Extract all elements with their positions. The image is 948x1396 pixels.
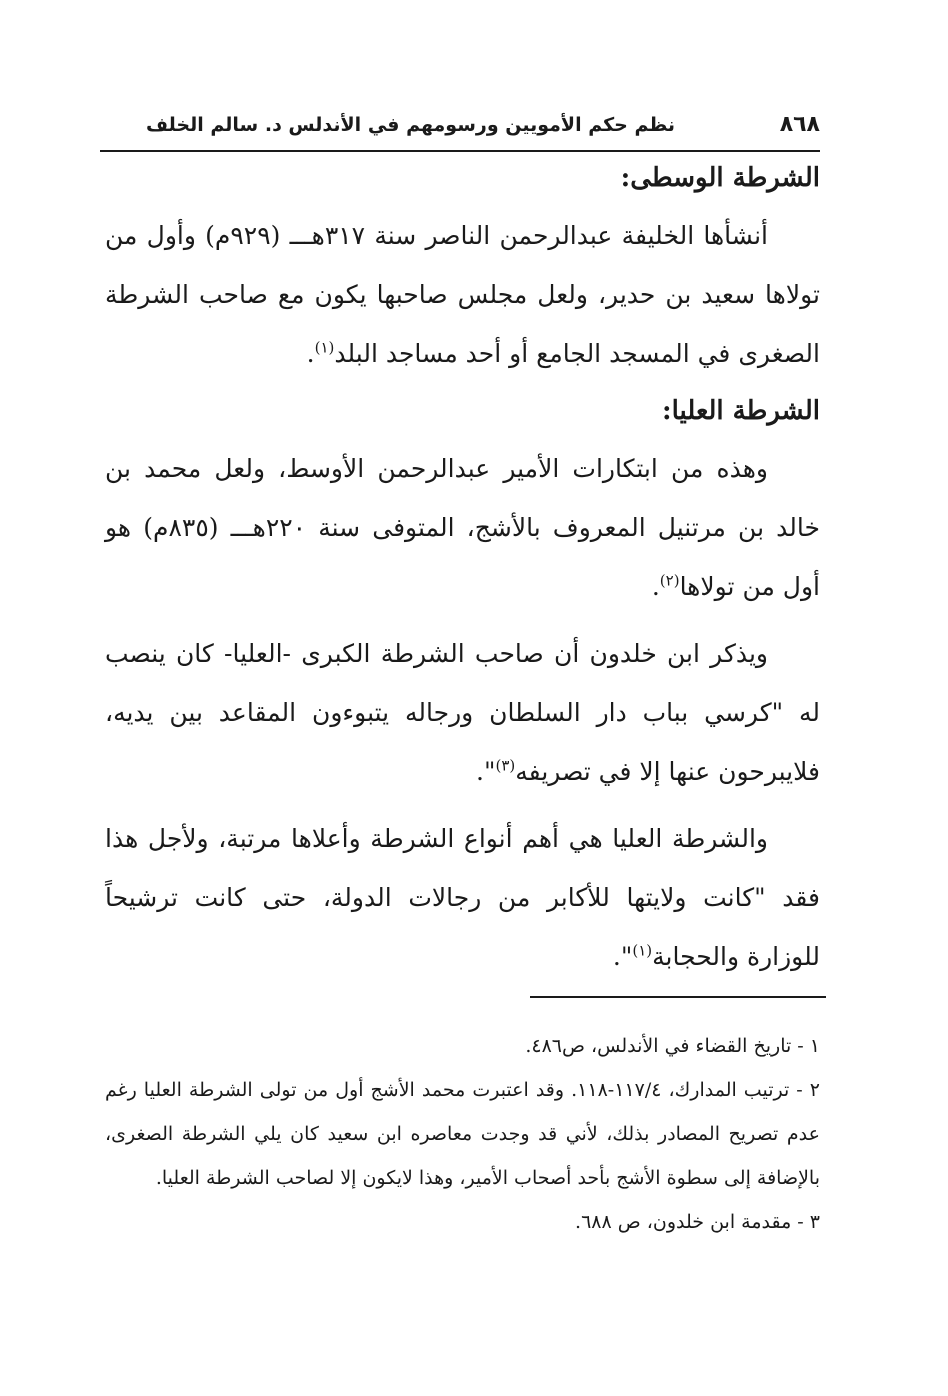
running-title: نظم حكم الأمويين ورسومهم في الأندلس د. سالم الخلف bbox=[146, 114, 675, 136]
footnote-marker: (١) bbox=[314, 338, 335, 357]
footnote-marker: (١) bbox=[632, 941, 653, 960]
paragraph-tail: . bbox=[306, 339, 315, 368]
section-heading-high-police: الشرطة العليا: bbox=[661, 396, 820, 426]
paragraph-text: والشرطة العليا هي أهم أنواع الشرطة وأعلاها مرتبة، ولأجل هذا فقد "كانت ولايتها للأكابر من رجالات الدولة، حتى كانت ترشيحاً للوزارة والحجابة bbox=[105, 824, 820, 971]
paragraph bbox=[105, 624, 820, 801]
paragraph-tail: . bbox=[651, 572, 660, 601]
paragraph-tail: ". bbox=[476, 757, 496, 786]
footnote: ٢ - ترتيب المدارك، ١١٧/٤-١١٨. وقد اعتبرت محمد الأشج أول من تولى الشرطة العليا رغم عدم تصريح المصادر بذلك، لأني قد وجدت معاصره ابن سعيد كان يلي الشرطة الصغرى، بالإضافة إلى سطوة الأشج بأحد أصحاب الأمير، وهذا لايكون إلا لصاحب الشرطة العليا. bbox=[105, 1079, 820, 1189]
footnotes bbox=[105, 1024, 820, 1244]
footnote-separator bbox=[530, 996, 826, 998]
section-heading-middle-police: الشرطة الوسطى: bbox=[620, 163, 820, 193]
paragraph-text: وهذه من ابتكارات الأمير عبدالرحمن الأوسط، ولعل محمد بن خالد بن مرتنيل المعروف بالأشج، المتوفى سنة ٢٢٠هـــ (٨٣٥م) هو أول من تولاها bbox=[105, 454, 820, 601]
paragraph-tail: ". bbox=[612, 942, 633, 971]
paragraph bbox=[105, 809, 820, 986]
paragraph-text: ويذكر ابن خلدون أن صاحب الشرطة الكبرى -العليا- كان ينصب له "كرسي بباب دار السلطان ورجاله يتبوءون المقاعد بين يديه، فلايبرحون عنها إلا في تصريفه bbox=[105, 639, 820, 786]
footnote: ٣ - مقدمة ابن خلدون، ص ٦٨٨. bbox=[575, 1211, 820, 1233]
paragraph-text: أنشأها الخليفة عبدالرحمن الناصر سنة ٣١٧هـــ (٩٢٩م) وأول من تولاها سعيد بن حدير، ولعل مجلس صاحبها يكون مع صاحب الشرطة الصغرى في المسجد الجامع أو أحد مساجد البلد bbox=[105, 221, 820, 368]
page-number: ٨٦٨ bbox=[779, 112, 820, 137]
paragraph bbox=[105, 206, 820, 383]
running-header bbox=[100, 108, 820, 148]
footnote: ١ - تاريخ القضاء في الأندلس، ص٤٨٦. bbox=[525, 1035, 820, 1057]
paragraph bbox=[105, 439, 820, 616]
footnote-marker: (٣) bbox=[495, 756, 516, 775]
main-text bbox=[105, 150, 820, 986]
footnote-marker: (٢) bbox=[659, 571, 680, 590]
